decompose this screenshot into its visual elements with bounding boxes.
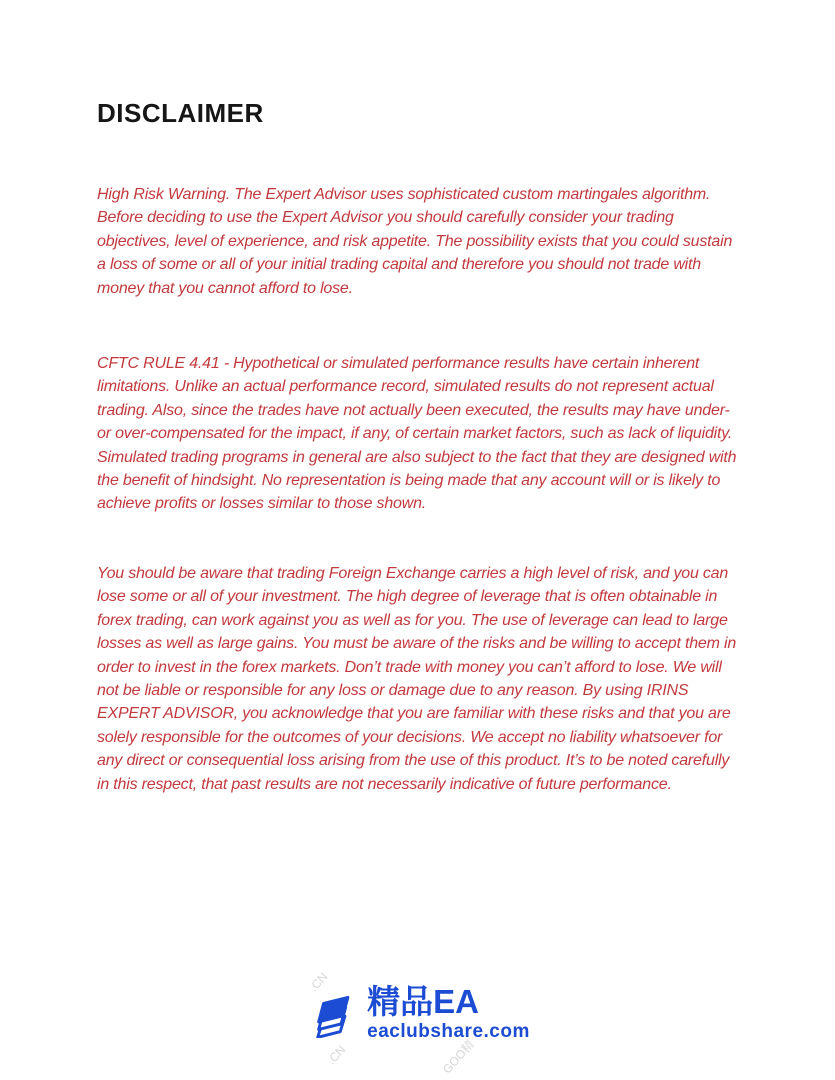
page-title: DISCLAIMER: [97, 98, 264, 128]
logo-text-block: [367, 985, 530, 1043]
brand-name: 精品EA: [367, 983, 479, 1020]
brand-domain: eaclubshare.com: [367, 1021, 530, 1042]
forex-risk-paragraph: You should be aware that trading Foreign Exchange carries a high level of risk, and you can lose some or all of your investment. The high degree of leverage that is often obtainable in forex trading, can work against you as well as for you. The use of leverage can lead to large losses as well as large gains. You must be aware of the risks and be willing to accept them in order to invest in the forex markets. Don’t trade with money you can’t afford to lose. We will not be liable or responsible for any loss or damage due to any reason. By using IRINS EXPERT ADVISOR, you acknowledge that you are familiar with these risks and that you are solely responsible for the outcomes of your decisions. We accept no liability whatsoever for any direct or consequential loss arising from the use of this product. It’s to be noted carefully in this respect, that past results are not necessarily indicative of future performance.: [97, 565, 737, 793]
cftc-rule-paragraph: CFTC RULE 4.41 - Hypothetical or simulated performance results have certain inherent limitations. Unlike an actual performance record, simulated results do not represent actual trading. Also, since the trades have not actually been executed, the results may have under- or over-compensated for the impact, if any, of certain market factors, such as lack of liquidity. Simulated trading programs in general are also subject to the fact that they are designed with the benefit of hindsight. No representation is being made that any account will or is likely to achieve profits or losses similar to those shown.: [97, 355, 737, 513]
footer-logo: [0, 985, 835, 1043]
watermark-fragment: GOO精: [439, 1037, 477, 1077]
stacked-books-icon: [305, 988, 357, 1040]
watermark-fragment: .CN: [324, 1042, 349, 1068]
high-risk-warning-paragraph: High Risk Warning. The Expert Advisor uses sophisticated custom martingales algorithm. Before deciding to use the Expert Advisor you should carefully consider your trading objectives, level of experience, and risk appetite. The possibility exists that you could sustain a loss of some or all of your initial trading capital and therefore you should not trade with money that you cannot afford to lose.: [97, 186, 733, 297]
watermark-fragment: .CN: [306, 969, 331, 995]
